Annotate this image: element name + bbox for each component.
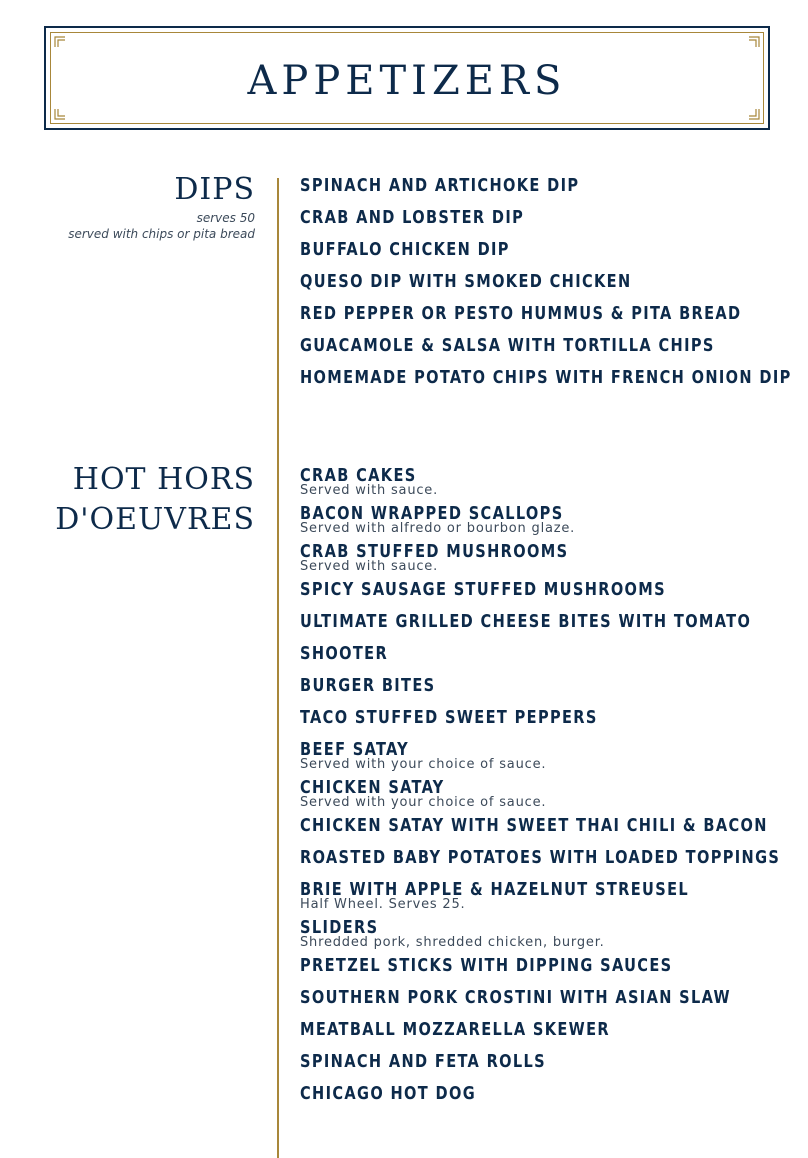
item-desc: Shredded pork, shredded chicken, burger. (300, 935, 605, 950)
page-title: APPETIZERS (247, 58, 567, 104)
item-name: CHICAGO HOT DOG (300, 1083, 477, 1104)
menu-item (300, 536, 795, 574)
item-name: CRAB AND LOBSTER DIP (300, 207, 525, 228)
item-name: SPINACH AND FETA ROLLS (300, 1051, 547, 1072)
category-title-line: D'OEUVRES (55, 502, 255, 537)
item-name: MEATBALL MOZZARELLA SKEWER (300, 1019, 610, 1040)
item-name: ROASTED BABY POTATOES WITH LOADED TOPPINGS (300, 847, 781, 868)
item-name: CHICKEN SATAY WITH SWEET THAI CHILI & BACON (300, 815, 768, 836)
menu-item (300, 234, 795, 266)
menu-item (300, 702, 795, 734)
item-name: SPINACH AND ARTICHOKE DIP (300, 175, 580, 196)
menu-item (300, 1078, 795, 1110)
item-name: TACO STUFFED SWEET PEPPERS (300, 707, 598, 728)
menu-item (300, 202, 795, 234)
menu-item (300, 1046, 795, 1078)
category-note: serves 50 (196, 211, 255, 225)
item-name: CRAB CAKES (300, 465, 417, 486)
item-name: SLIDERS (300, 917, 379, 938)
category-hot-hors-doeuvres (55, 460, 255, 540)
corner-ornament-icon (748, 108, 760, 120)
item-name: SPICY SAUSAGE STUFFED MUSHROOMS (300, 579, 667, 600)
category-note: served with chips or pita bread (68, 227, 255, 241)
menu-item (300, 498, 795, 536)
item-desc: Served with your choice of sauce. (300, 795, 547, 810)
category-dips (68, 170, 255, 242)
menu-item (300, 266, 795, 298)
menu-item (300, 606, 795, 670)
item-name: BEEF SATAY (300, 739, 410, 760)
menu-item (300, 982, 795, 1014)
category-title-line: HOT HORS (72, 462, 255, 497)
menu-item (300, 362, 795, 394)
menu-item (300, 1014, 795, 1046)
menu-item (300, 810, 795, 842)
header-inner-border (50, 32, 764, 124)
vertical-divider (277, 178, 279, 1158)
item-name: BUFFALO CHICKEN DIP (300, 239, 510, 260)
category-title: DIPS (174, 172, 255, 207)
item-name: SOUTHERN PORK CROSTINI WITH ASIAN SLAW (300, 987, 731, 1008)
menu-item (300, 330, 795, 362)
item-desc: Served with your choice of sauce. (300, 757, 547, 772)
item-name: BRIE WITH APPLE & HAZELNUT STREUSEL (300, 879, 690, 900)
item-name: RED PEPPER OR PESTO HUMMUS & PITA BREAD (300, 303, 742, 324)
menu-item (300, 734, 795, 772)
item-name: CRAB STUFFED MUSHROOMS (300, 541, 569, 562)
item-desc: Served with sauce. (300, 483, 439, 498)
item-name: BURGER BITES (300, 675, 436, 696)
item-name: BACON WRAPPED SCALLOPS (300, 503, 564, 524)
menu-item (300, 842, 795, 874)
menu-item (300, 170, 795, 202)
item-name: HOMEMADE POTATO CHIPS WITH FRENCH ONION DIP (300, 367, 792, 388)
item-desc: Served with alfredo or bourbon glaze. (300, 521, 576, 536)
menu-item (300, 950, 795, 982)
item-name: GUACAMOLE & SALSA WITH TORTILLA CHIPS (300, 335, 715, 356)
menu-item (300, 772, 795, 810)
item-name: PRETZEL STICKS WITH DIPPING SAUCES (300, 955, 673, 976)
item-desc: Half Wheel. Serves 25. (300, 897, 466, 912)
corner-ornament-icon (54, 108, 66, 120)
menu-item (300, 670, 795, 702)
item-name: QUESO DIP WITH SMOKED CHICKEN (300, 271, 632, 292)
corner-ornament-icon (54, 36, 66, 48)
menu-item (300, 298, 795, 330)
header-frame (44, 26, 770, 130)
menu-item (300, 912, 795, 950)
menu-item (300, 574, 795, 606)
corner-ornament-icon (748, 36, 760, 48)
item-name: ULTIMATE GRILLED CHEESE BITES WITH TOMATO SHOOTER (300, 611, 752, 664)
hot-item-list (300, 460, 795, 1110)
menu-item (300, 874, 795, 912)
item-name: CHICKEN SATAY (300, 777, 445, 798)
dips-item-list (300, 170, 795, 394)
menu-item (300, 460, 795, 498)
item-desc: Served with sauce. (300, 559, 439, 574)
